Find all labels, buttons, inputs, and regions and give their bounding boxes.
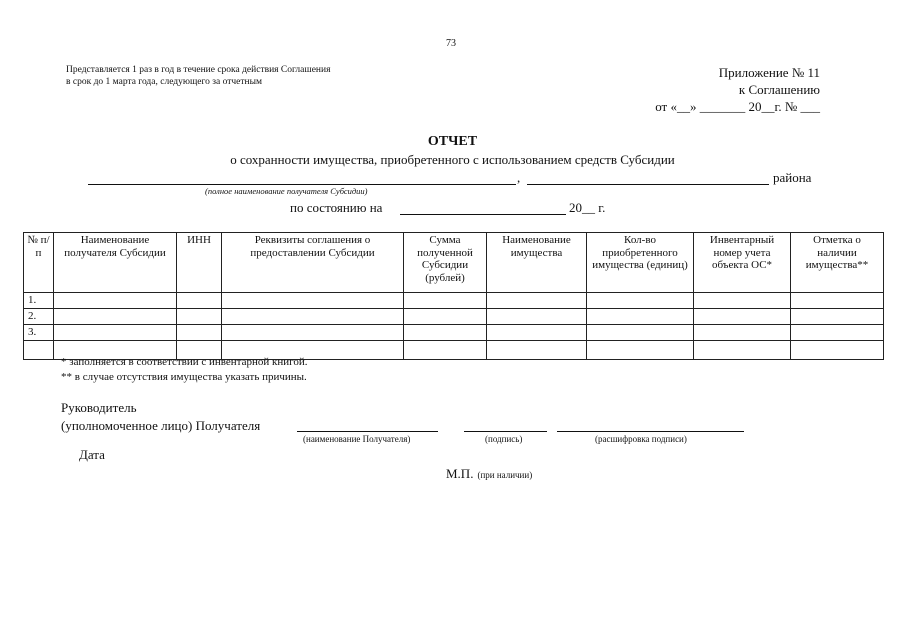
appendix-line2: к Соглашению xyxy=(738,82,820,97)
recipient-hint: (полное наименование получателя Субсидии) xyxy=(205,186,368,196)
header-property-quantity: Кол-во приобретенного имущества (единиц) xyxy=(587,233,694,293)
table-cell[interactable] xyxy=(694,309,791,325)
table-cell[interactable] xyxy=(222,325,404,341)
header-property-name: Наименование имущества xyxy=(487,233,587,293)
hint-signature: (подпись) xyxy=(485,434,523,444)
hint-recipient-name: (наименование Получателя) xyxy=(303,434,411,444)
signature-decoding-line[interactable] xyxy=(557,431,744,432)
header-recipient-name: Наименование получателя Субсидии xyxy=(54,233,177,293)
stamp-label: М.П. xyxy=(446,466,474,481)
as-of-label: по состоянию на xyxy=(290,200,383,215)
submission-note-line1: Представляется 1 раз в год в течение срока действия Соглашения xyxy=(66,65,331,75)
table-cell[interactable] xyxy=(587,325,694,341)
table-cell[interactable] xyxy=(222,309,404,325)
table-row xyxy=(24,309,884,325)
report-table xyxy=(23,232,884,360)
header-agreement-details: Реквизиты соглашения о предоставлении Субсидии xyxy=(222,233,404,293)
table-row xyxy=(24,293,884,309)
signature-label-head: Руководитель xyxy=(61,400,137,415)
appendix-line3: от «__» _______ 20__г. № ___ xyxy=(655,99,820,114)
footnotes xyxy=(61,355,308,385)
table-cell[interactable] xyxy=(487,293,587,309)
row-number: 1. xyxy=(24,293,54,309)
footnote-inventory: * заполняется в соответствии с инвентарной книгой. xyxy=(61,356,308,368)
table-cell[interactable] xyxy=(791,341,884,360)
row-number: 3. xyxy=(24,325,54,341)
table-cell[interactable] xyxy=(487,325,587,341)
recipient-name-line[interactable] xyxy=(88,184,516,185)
row-number: 2. xyxy=(24,309,54,325)
district-suffix: района xyxy=(773,170,812,185)
table-cell[interactable] xyxy=(54,293,177,309)
footnote-absence: ** в случае отсутствия имущества указать причины. xyxy=(61,371,307,383)
table-cell[interactable] xyxy=(54,325,177,341)
table-cell[interactable] xyxy=(487,341,587,360)
table-cell[interactable] xyxy=(694,325,791,341)
table-cell[interactable] xyxy=(404,309,487,325)
hint-signature-decoding: (расшифровка подписи) xyxy=(595,434,687,444)
table-cell[interactable] xyxy=(54,309,177,325)
appendix-line1: Приложение № 11 xyxy=(718,65,820,80)
as-of-year: 20__ г. xyxy=(569,200,606,215)
table-cell[interactable] xyxy=(177,293,222,309)
table-cell[interactable] xyxy=(487,309,587,325)
header-presence-mark: Отметка о наличии имущества** xyxy=(791,233,884,293)
table-cell[interactable] xyxy=(791,293,884,309)
table-header-row xyxy=(24,233,884,293)
table-cell[interactable] xyxy=(404,293,487,309)
signature-line[interactable] xyxy=(464,431,547,432)
table-cell[interactable] xyxy=(587,293,694,309)
table-cell[interactable] xyxy=(222,293,404,309)
date-label: Дата xyxy=(79,447,105,462)
page-number: 73 xyxy=(446,38,456,49)
signature-label-authorized: (уполномоченное лицо) Получателя xyxy=(61,418,261,433)
submission-note-line2: в срок до 1 марта года, следующего за отчетным xyxy=(66,77,263,87)
table-row xyxy=(24,325,884,341)
submission-note xyxy=(66,64,330,88)
table-cell[interactable] xyxy=(694,341,791,360)
table-cell[interactable] xyxy=(587,341,694,360)
stamp-place xyxy=(446,465,532,483)
table-cell[interactable] xyxy=(404,325,487,341)
header-inn: ИНН xyxy=(177,233,222,293)
table-cell[interactable] xyxy=(24,341,54,360)
appendix-header xyxy=(655,64,820,115)
district-line[interactable] xyxy=(527,184,769,185)
recipient-signature-name-line[interactable] xyxy=(297,431,438,432)
table-cell[interactable] xyxy=(791,325,884,341)
recipient-comma: , xyxy=(517,170,521,185)
report-subtitle: о сохранности имущества, приобретенного с использованием средств Субсидии xyxy=(230,152,675,167)
table-cell[interactable] xyxy=(791,309,884,325)
stamp-note: (при наличии) xyxy=(477,470,533,480)
as-of-date-line[interactable] xyxy=(400,214,566,215)
table-cell[interactable] xyxy=(177,309,222,325)
report-title: ОТЧЕТ xyxy=(427,134,478,149)
header-subsidy-amount: Сумма полученной Субсидии (рублей) xyxy=(404,233,487,293)
table-cell[interactable] xyxy=(587,309,694,325)
table-cell[interactable] xyxy=(404,341,487,360)
header-number: № п/п xyxy=(24,233,54,293)
header-inventory-number: Инвентарный номер учета объекта ОС* xyxy=(694,233,791,293)
table-cell[interactable] xyxy=(694,293,791,309)
table-cell[interactable] xyxy=(177,325,222,341)
